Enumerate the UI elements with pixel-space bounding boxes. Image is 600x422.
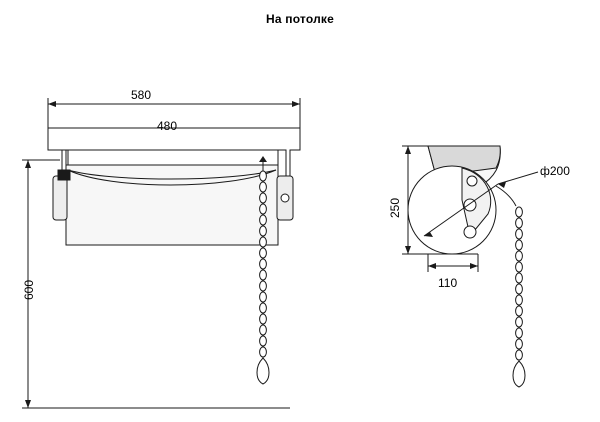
left-end-cap [53, 176, 67, 220]
chain-beads-side [513, 207, 525, 387]
bracket-fitting [58, 170, 70, 180]
dim-label-diameter-200: ф200 [540, 164, 570, 178]
dim-label-600: 600 [22, 279, 36, 300]
dim-label-580: 580 [131, 88, 152, 102]
dim-110 [428, 254, 478, 272]
dim-label-110: 110 [438, 276, 458, 290]
dim-label-480: 480 [157, 119, 178, 133]
page-title: На потолке [265, 12, 334, 26]
roller-blind-body [66, 165, 278, 245]
dim-label-250: 250 [388, 197, 402, 218]
